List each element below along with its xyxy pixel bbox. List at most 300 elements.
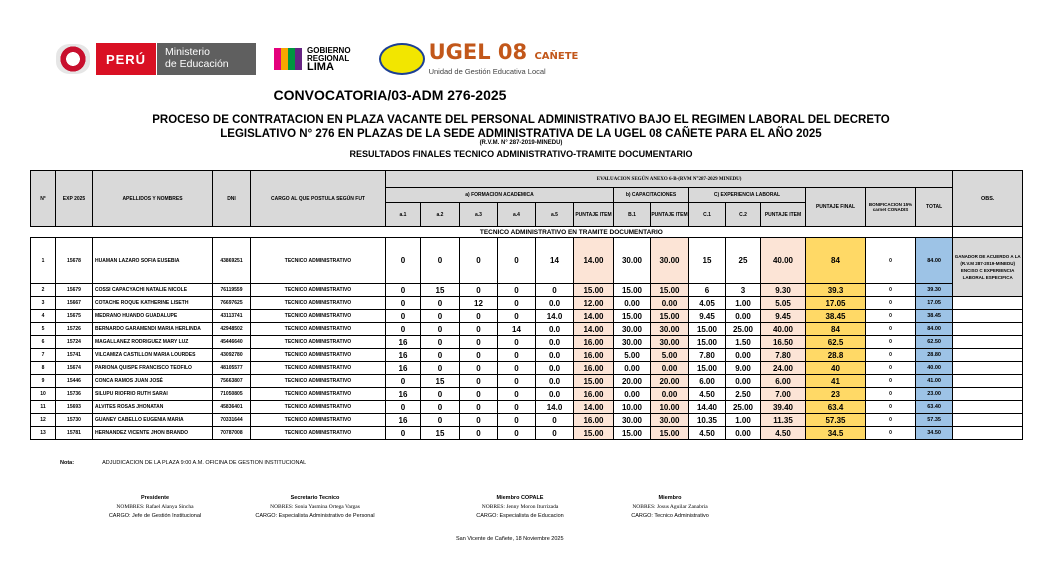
obs-note: GANADOR DE ACUERDO A LA (R.V.M 287-2019-MINEDU) ENCISO C EXPERIENCIA LABORAL ESPECIFICA bbox=[953, 238, 1023, 297]
peru-coat-of-arms-icon bbox=[56, 44, 90, 74]
cell-puntaje-a: 16.00 bbox=[574, 336, 614, 349]
cell-c1: 4.50 bbox=[689, 388, 726, 401]
obs-cell bbox=[953, 297, 1023, 310]
cell-a1: 16 bbox=[386, 388, 421, 401]
cell-bonificacion: 0 bbox=[866, 323, 916, 336]
cell-dni: 45446640 bbox=[213, 336, 251, 349]
cell-b1: 0.00 bbox=[614, 362, 651, 375]
cell-b1: 30.00 bbox=[614, 238, 651, 284]
results-title: RESULTADOS FINALES TECNICO ADMINISTRATIVO-TRAMITE DOCUMENTARIO bbox=[349, 149, 693, 159]
cell-puntaje-c: 9.45 bbox=[761, 310, 806, 323]
cell-a2: 0 bbox=[421, 362, 460, 375]
cell-row-number: 11 bbox=[31, 401, 56, 414]
cell-puntaje-a: 15.00 bbox=[574, 284, 614, 297]
cell-total: 40.00 bbox=[916, 362, 953, 375]
cell-a1: 16 bbox=[386, 362, 421, 375]
cell-a4: 0 bbox=[498, 414, 536, 427]
cell-row-number: 13 bbox=[31, 427, 56, 440]
cell-a2: 0 bbox=[421, 414, 460, 427]
cell-total: 84.00 bbox=[916, 323, 953, 336]
cell-a3: 0 bbox=[460, 336, 498, 349]
cell-a5: 14.0 bbox=[536, 401, 574, 414]
cell-a4: 14 bbox=[498, 323, 536, 336]
table-row bbox=[31, 310, 1023, 323]
cell-a1: 0 bbox=[386, 297, 421, 310]
cell-a4: 0 bbox=[498, 362, 536, 375]
col-bonificacion: BONIFICACION 15% carnet CONADIS bbox=[866, 188, 916, 227]
cell-dni: 43869251 bbox=[213, 238, 251, 284]
cell-puntaje-c: 9.30 bbox=[761, 284, 806, 297]
cell-exp: 15446 bbox=[56, 375, 93, 388]
cell-a2: 0 bbox=[421, 336, 460, 349]
cell-exp: 15679 bbox=[56, 284, 93, 297]
signature-presidente: Presidente NOMBRES: Rafael Alanya Sincha CARGO: Jefe de Gestión Institucional bbox=[108, 495, 202, 519]
col-n: N° bbox=[31, 171, 56, 227]
cell-cargo: TECNICO ADMINISTRATIVO bbox=[251, 310, 386, 323]
cell-puntaje-c: 40.00 bbox=[761, 323, 806, 336]
cell-row-number: 4 bbox=[31, 310, 56, 323]
cell-row-number: 7 bbox=[31, 349, 56, 362]
cell-a3: 0 bbox=[460, 238, 498, 284]
ugel-logo: UGEL 08 CAÑETE Unidad de Gestión Educativa Local bbox=[379, 42, 579, 76]
col-names: APELLIDOS Y NOMBRES bbox=[93, 171, 213, 227]
table-row bbox=[31, 427, 1023, 440]
cell-dni: 76697625 bbox=[213, 297, 251, 310]
cell-a1: 0 bbox=[386, 427, 421, 440]
cell-exp: 15675 bbox=[56, 310, 93, 323]
cell-puntaje-b: 10.00 bbox=[651, 401, 689, 414]
cell-puntaje-a: 16.00 bbox=[574, 362, 614, 375]
cell-c2: 1.00 bbox=[726, 297, 761, 310]
cell-puntaje-final: 40 bbox=[806, 362, 866, 375]
cell-total: 41.00 bbox=[916, 375, 953, 388]
cell-b1: 10.00 bbox=[614, 401, 651, 414]
cell-bonificacion: 0 bbox=[866, 336, 916, 349]
cell-a5: 0 bbox=[536, 427, 574, 440]
obs-cell bbox=[953, 375, 1023, 388]
cell-a3: 12 bbox=[460, 297, 498, 310]
cell-c2: 0.00 bbox=[726, 349, 761, 362]
cell-a5: 0.0 bbox=[536, 349, 574, 362]
cell-bonificacion: 0 bbox=[866, 284, 916, 297]
cell-dni: 42948502 bbox=[213, 323, 251, 336]
cell-row-number: 12 bbox=[31, 414, 56, 427]
col-obs: OBS. bbox=[953, 171, 1023, 227]
cell-c1: 15 bbox=[689, 238, 726, 284]
cell-a1: 0 bbox=[386, 284, 421, 297]
table-row bbox=[31, 297, 1023, 310]
note: Nota: ADJUDICACION DE LA PLAZA 9:00 A.M. OFICINA DE GESTION INSTITUCIONAL bbox=[60, 460, 307, 466]
cell-puntaje-final: 84 bbox=[806, 323, 866, 336]
cell-puntaje-b: 15.00 bbox=[651, 427, 689, 440]
cell-a5: 0.0 bbox=[536, 362, 574, 375]
cell-exp: 15730 bbox=[56, 414, 93, 427]
cell-puntaje-final: 38.45 bbox=[806, 310, 866, 323]
cell-c1: 15.00 bbox=[689, 362, 726, 375]
cell-a4: 0 bbox=[498, 336, 536, 349]
signature-miembro-copale: Miembro COPALE NOBRES: Jenny Moron Iturrizada CARGO: Especialista de Educacion bbox=[476, 495, 564, 519]
cell-total: 23.00 bbox=[916, 388, 953, 401]
cell-a3: 0 bbox=[460, 323, 498, 336]
cell-bonificacion: 0 bbox=[866, 310, 916, 323]
cell-cargo: TECNICO ADMINISTRATIVO bbox=[251, 427, 386, 440]
cell-a5: 0.0 bbox=[536, 336, 574, 349]
cell-bonificacion: 0 bbox=[866, 388, 916, 401]
cell-a5: 14 bbox=[536, 238, 574, 284]
table-row bbox=[31, 336, 1023, 349]
cell-cargo: TECNICO ADMINISTRATIVO bbox=[251, 238, 386, 284]
cell-a3: 0 bbox=[460, 310, 498, 323]
cell-bonificacion: 0 bbox=[866, 297, 916, 310]
cell-full-name: HERNANDEZ VICENTE JHON BRANDO bbox=[93, 427, 213, 440]
col-total: TOTAL bbox=[916, 188, 953, 227]
cell-b1: 20.00 bbox=[614, 375, 651, 388]
cell-total: 38.45 bbox=[916, 310, 953, 323]
obs-cell bbox=[953, 414, 1023, 427]
cell-c1: 15.00 bbox=[689, 336, 726, 349]
cell-full-name: HUAMAN LAZARO SOFIA EUSEBIA bbox=[93, 238, 213, 284]
cell-c2: 1.00 bbox=[726, 414, 761, 427]
col-dni: DNI bbox=[213, 171, 251, 227]
cell-puntaje-c: 7.00 bbox=[761, 388, 806, 401]
cell-full-name: CONCA RAMOS JUAN JOSÉ bbox=[93, 375, 213, 388]
cell-puntaje-c: 24.00 bbox=[761, 362, 806, 375]
cell-b1: 30.00 bbox=[614, 323, 651, 336]
table-row bbox=[31, 375, 1023, 388]
cell-a4: 0 bbox=[498, 427, 536, 440]
obs-cell bbox=[953, 362, 1023, 375]
cell-row-number: 9 bbox=[31, 375, 56, 388]
cell-c1: 4.05 bbox=[689, 297, 726, 310]
cell-c1: 10.35 bbox=[689, 414, 726, 427]
cell-bonificacion: 0 bbox=[866, 401, 916, 414]
obs-cell bbox=[953, 349, 1023, 362]
cell-puntaje-a: 16.00 bbox=[574, 349, 614, 362]
cell-puntaje-b: 30.00 bbox=[651, 336, 689, 349]
cell-puntaje-b: 20.00 bbox=[651, 375, 689, 388]
cell-total: 84.00 bbox=[916, 238, 953, 284]
cell-a5: 0.0 bbox=[536, 375, 574, 388]
cell-a2: 15 bbox=[421, 427, 460, 440]
cell-row-number: 1 bbox=[31, 238, 56, 284]
cell-b1: 15.00 bbox=[614, 427, 651, 440]
col-cargo: CARGO AL QUE POSTULA SEGÚN FUT bbox=[251, 171, 386, 227]
cell-puntaje-final: 28.8 bbox=[806, 349, 866, 362]
cell-c1: 14.40 bbox=[689, 401, 726, 414]
cell-dni: 76119559 bbox=[213, 284, 251, 297]
cell-full-name: SILUPU RIOFRIO RUTH SARAI bbox=[93, 388, 213, 401]
cell-puntaje-b: 30.00 bbox=[651, 414, 689, 427]
cell-exp: 15726 bbox=[56, 323, 93, 336]
obs-cell bbox=[953, 401, 1023, 414]
obs-cell bbox=[953, 310, 1023, 323]
cell-b1: 30.00 bbox=[614, 336, 651, 349]
cell-a3: 0 bbox=[460, 427, 498, 440]
cell-c1: 4.50 bbox=[689, 427, 726, 440]
cell-a1: 0 bbox=[386, 310, 421, 323]
cell-dni: 48105577 bbox=[213, 362, 251, 375]
col-exp: EXP 2025 bbox=[56, 171, 93, 227]
cell-bonificacion: 0 bbox=[866, 414, 916, 427]
cell-a5: 0 bbox=[536, 414, 574, 427]
cell-row-number: 6 bbox=[31, 336, 56, 349]
cell-puntaje-c: 6.00 bbox=[761, 375, 806, 388]
signature-secretario: Secretario Tecnico NOBRES: Sonia Yasmina Ortega Vargas CARGO: Especialista Administrativo de Personal bbox=[255, 495, 375, 519]
col-a5: a.5 bbox=[536, 203, 574, 227]
cell-a3: 0 bbox=[460, 349, 498, 362]
cell-row-number: 5 bbox=[31, 323, 56, 336]
obs-cell bbox=[953, 336, 1023, 349]
cell-puntaje-b: 0.00 bbox=[651, 297, 689, 310]
col-a2: a.2 bbox=[421, 203, 460, 227]
cell-c2: 0.00 bbox=[726, 427, 761, 440]
cell-exp: 15693 bbox=[56, 401, 93, 414]
col-c2: C.2 bbox=[726, 203, 761, 227]
cell-cargo: TECNICO ADMINISTRATIVO bbox=[251, 401, 386, 414]
cell-exp: 15781 bbox=[56, 427, 93, 440]
gore-mark-icon bbox=[274, 48, 302, 70]
cell-c2: 2.50 bbox=[726, 388, 761, 401]
cell-c2: 1.50 bbox=[726, 336, 761, 349]
cell-dni: 45836401 bbox=[213, 401, 251, 414]
cell-a2: 0 bbox=[421, 323, 460, 336]
minedu-logo: Ministerio de Educación bbox=[156, 43, 256, 75]
col-experiencia: C) EXPERIENCIA LABORAL bbox=[689, 188, 806, 203]
cell-b1: 5.00 bbox=[614, 349, 651, 362]
cell-total: 57.35 bbox=[916, 414, 953, 427]
cell-full-name: MEDRANO HUANDO GUADALUPE bbox=[93, 310, 213, 323]
table-row bbox=[31, 362, 1023, 375]
cell-total: 39.30 bbox=[916, 284, 953, 297]
cell-c2: 3 bbox=[726, 284, 761, 297]
signature-miembro: Miembro NOBRES: Josus Aguilar Zanabria CARGO: Tecnico Administrativo bbox=[631, 495, 709, 519]
cell-c1: 15.00 bbox=[689, 323, 726, 336]
cell-dni: 43092780 bbox=[213, 349, 251, 362]
cell-c1: 7.80 bbox=[689, 349, 726, 362]
cell-full-name: BERNARDO GARAMENDI MARIA HERLINDA bbox=[93, 323, 213, 336]
cell-exp: 15667 bbox=[56, 297, 93, 310]
cell-a1: 0 bbox=[386, 401, 421, 414]
cell-bonificacion: 0 bbox=[866, 238, 916, 284]
cell-cargo: TECNICO ADMINISTRATIVO bbox=[251, 284, 386, 297]
gobierno-regional-lima-logo: GOBIERNO REGIONAL LIMA bbox=[274, 47, 351, 71]
cell-a2: 0 bbox=[421, 238, 460, 284]
cell-puntaje-a: 16.00 bbox=[574, 414, 614, 427]
cell-a5: 0.0 bbox=[536, 323, 574, 336]
cell-puntaje-final: 34.5 bbox=[806, 427, 866, 440]
cell-a5: 0.0 bbox=[536, 297, 574, 310]
col-capacitaciones: b) CAPACITACIONES bbox=[614, 188, 689, 203]
cell-full-name: COTACHE ROQUE KATHERINE LISETH bbox=[93, 297, 213, 310]
cell-row-number: 2 bbox=[31, 284, 56, 297]
cell-b1: 30.00 bbox=[614, 414, 651, 427]
cell-bonificacion: 0 bbox=[866, 427, 916, 440]
cell-a2: 0 bbox=[421, 388, 460, 401]
cell-c1: 6 bbox=[689, 284, 726, 297]
cell-puntaje-c: 4.50 bbox=[761, 427, 806, 440]
cell-a3: 0 bbox=[460, 388, 498, 401]
cell-exp: 15741 bbox=[56, 349, 93, 362]
cell-a5: 0.0 bbox=[536, 388, 574, 401]
cell-c2: 0.00 bbox=[726, 310, 761, 323]
document-date: San Vicente de Cañete, 18 Noviembre 2025 bbox=[456, 536, 564, 542]
cell-puntaje-a: 12.00 bbox=[574, 297, 614, 310]
cell-puntaje-c: 40.00 bbox=[761, 238, 806, 284]
cell-cargo: TECNICO ADMINISTRATIVO bbox=[251, 414, 386, 427]
cell-a4: 0 bbox=[498, 284, 536, 297]
cell-b1: 0.00 bbox=[614, 388, 651, 401]
obs-cell bbox=[953, 427, 1023, 440]
cell-puntaje-a: 14.00 bbox=[574, 401, 614, 414]
cell-puntaje-final: 23 bbox=[806, 388, 866, 401]
cell-total: 34.50 bbox=[916, 427, 953, 440]
cell-full-name: COSSI CAPACYACHI NATALIE NICOLE bbox=[93, 284, 213, 297]
cell-a3: 0 bbox=[460, 375, 498, 388]
col-c1: C.1 bbox=[689, 203, 726, 227]
cell-c2: 25 bbox=[726, 238, 761, 284]
peru-logo: PERÚ bbox=[96, 43, 156, 75]
cell-a2: 0 bbox=[421, 401, 460, 414]
cell-full-name: ALVITES ROSAS JHONATAN bbox=[93, 401, 213, 414]
cell-a2: 0 bbox=[421, 297, 460, 310]
cell-c1: 9.45 bbox=[689, 310, 726, 323]
cell-puntaje-final: 63.4 bbox=[806, 401, 866, 414]
document-title: CONVOCATORIA/03-ADM 276-2025 bbox=[273, 87, 507, 103]
table-row bbox=[31, 284, 1023, 297]
table-row bbox=[31, 388, 1023, 401]
cell-dni: 71050805 bbox=[213, 388, 251, 401]
cell-b1: 15.00 bbox=[614, 284, 651, 297]
cell-a1: 0 bbox=[386, 238, 421, 284]
cell-puntaje-final: 84 bbox=[806, 238, 866, 284]
cell-puntaje-b: 30.00 bbox=[651, 323, 689, 336]
cell-cargo: TECNICO ADMINISTRATIVO bbox=[251, 336, 386, 349]
cell-a2: 15 bbox=[421, 284, 460, 297]
cell-puntaje-b: 0.00 bbox=[651, 362, 689, 375]
cell-puntaje-c: 39.40 bbox=[761, 401, 806, 414]
cell-c2: 9.00 bbox=[726, 362, 761, 375]
cell-total: 28.80 bbox=[916, 349, 953, 362]
cell-a2: 0 bbox=[421, 310, 460, 323]
cell-puntaje-c: 16.50 bbox=[761, 336, 806, 349]
cell-a3: 0 bbox=[460, 414, 498, 427]
cell-cargo: TECNICO ADMINISTRATIVO bbox=[251, 323, 386, 336]
cell-puntaje-b: 15.00 bbox=[651, 310, 689, 323]
cell-a4: 0 bbox=[498, 310, 536, 323]
cell-cargo: TECNICO ADMINISTRATIVO bbox=[251, 297, 386, 310]
cell-a4: 0 bbox=[498, 349, 536, 362]
cell-dni: 70331644 bbox=[213, 414, 251, 427]
cell-a4: 0 bbox=[498, 401, 536, 414]
cell-exp: 15678 bbox=[56, 238, 93, 284]
cell-puntaje-b: 0.00 bbox=[651, 388, 689, 401]
cell-cargo: TECNICO ADMINISTRATIVO bbox=[251, 349, 386, 362]
cell-puntaje-a: 14.00 bbox=[574, 310, 614, 323]
cell-c1: 6.00 bbox=[689, 375, 726, 388]
cell-puntaje-a: 14.00 bbox=[574, 323, 614, 336]
cell-exp: 15736 bbox=[56, 388, 93, 401]
cell-b1: 15.00 bbox=[614, 310, 651, 323]
cell-dni: 70787008 bbox=[213, 427, 251, 440]
col-a3: a.3 bbox=[460, 203, 498, 227]
col-a1: a.1 bbox=[386, 203, 421, 227]
cell-row-number: 3 bbox=[31, 297, 56, 310]
cell-puntaje-final: 62.5 bbox=[806, 336, 866, 349]
cell-a1: 0 bbox=[386, 323, 421, 336]
cell-total: 63.40 bbox=[916, 401, 953, 414]
cell-puntaje-b: 30.00 bbox=[651, 238, 689, 284]
header-logos bbox=[56, 42, 578, 76]
col-b1: B.1 bbox=[614, 203, 651, 227]
cell-cargo: TECNICO ADMINISTRATIVO bbox=[251, 375, 386, 388]
cell-a4: 0 bbox=[498, 238, 536, 284]
cell-a1: 16 bbox=[386, 349, 421, 362]
cell-row-number: 10 bbox=[31, 388, 56, 401]
cell-puntaje-c: 5.05 bbox=[761, 297, 806, 310]
cell-full-name: GUANEY CABELLO EUGENIA MARIA bbox=[93, 414, 213, 427]
cell-puntaje-final: 57.35 bbox=[806, 414, 866, 427]
col-puntaje-c: PUNTAJE ITEM bbox=[761, 203, 806, 227]
section-title: TECNICO ADMINISTRATIVO EN TRAMITE DOCUMENTARIO bbox=[479, 228, 663, 236]
cell-c2: 0.00 bbox=[726, 375, 761, 388]
cell-c2: 25.00 bbox=[726, 323, 761, 336]
cell-puntaje-b: 5.00 bbox=[651, 349, 689, 362]
table-row bbox=[31, 401, 1023, 414]
obs-cell bbox=[953, 388, 1023, 401]
cell-cargo: TECNICO ADMINISTRATIVO bbox=[251, 388, 386, 401]
cell-puntaje-final: 39.3 bbox=[806, 284, 866, 297]
cell-a1: 16 bbox=[386, 414, 421, 427]
cell-exp: 15724 bbox=[56, 336, 93, 349]
obs-cell bbox=[953, 323, 1023, 336]
cell-b1: 0.00 bbox=[614, 297, 651, 310]
cell-a3: 0 bbox=[460, 401, 498, 414]
table-row bbox=[31, 323, 1023, 336]
cell-c2: 25.00 bbox=[726, 401, 761, 414]
cell-exp: 15674 bbox=[56, 362, 93, 375]
results-table bbox=[30, 170, 1023, 440]
cell-total: 17.05 bbox=[916, 297, 953, 310]
cell-a3: 0 bbox=[460, 284, 498, 297]
cell-puntaje-a: 15.00 bbox=[574, 427, 614, 440]
col-puntaje-b: PUNTAJE ITEM bbox=[651, 203, 689, 227]
ugel-seal-icon bbox=[379, 43, 425, 75]
cell-puntaje-b: 15.00 bbox=[651, 284, 689, 297]
cell-full-name: VILCAMIZA CASTILLON MARIA LOURDES bbox=[93, 349, 213, 362]
col-puntaje-a: PUNTAJE ITEM bbox=[574, 203, 614, 227]
cell-a2: 15 bbox=[421, 375, 460, 388]
document-subtitle: PROCESO DE CONTRATACION EN PLAZA VACANTE DEL PERSONAL ADMINISTRATIVO BAJO EL REGIMEN LABORAL DEL DECRETO LEGISLATIVO N° 276 EN PLAZAS DE LA SEDE ADMINISTRATIVA DE LA UGEL 08 CAÑETE PARA EL AÑO 2025 bbox=[152, 114, 890, 140]
cell-a5: 0 bbox=[536, 284, 574, 297]
cell-dni: 75663807 bbox=[213, 375, 251, 388]
cell-a4: 0 bbox=[498, 297, 536, 310]
cell-puntaje-c: 7.80 bbox=[761, 349, 806, 362]
cell-bonificacion: 0 bbox=[866, 349, 916, 362]
cell-a1: 16 bbox=[386, 336, 421, 349]
cell-puntaje-final: 17.05 bbox=[806, 297, 866, 310]
cell-dni: 43113741 bbox=[213, 310, 251, 323]
cell-a4: 0 bbox=[498, 375, 536, 388]
cell-a4: 0 bbox=[498, 388, 536, 401]
cell-cargo: TECNICO ADMINISTRATIVO bbox=[251, 362, 386, 375]
table-row bbox=[31, 414, 1023, 427]
cell-a5: 14.0 bbox=[536, 310, 574, 323]
col-evaluacion: EVALUACION SEGÚN ANEXO 6-B-(RVM N°287-2029 MINEDU) bbox=[386, 171, 953, 188]
cell-bonificacion: 0 bbox=[866, 362, 916, 375]
col-formacion: a) FORMACION ACADEMICA bbox=[386, 188, 614, 203]
table-row bbox=[31, 349, 1023, 362]
cell-full-name: MAGALLANEZ RODRIGUEZ MARY LUZ bbox=[93, 336, 213, 349]
